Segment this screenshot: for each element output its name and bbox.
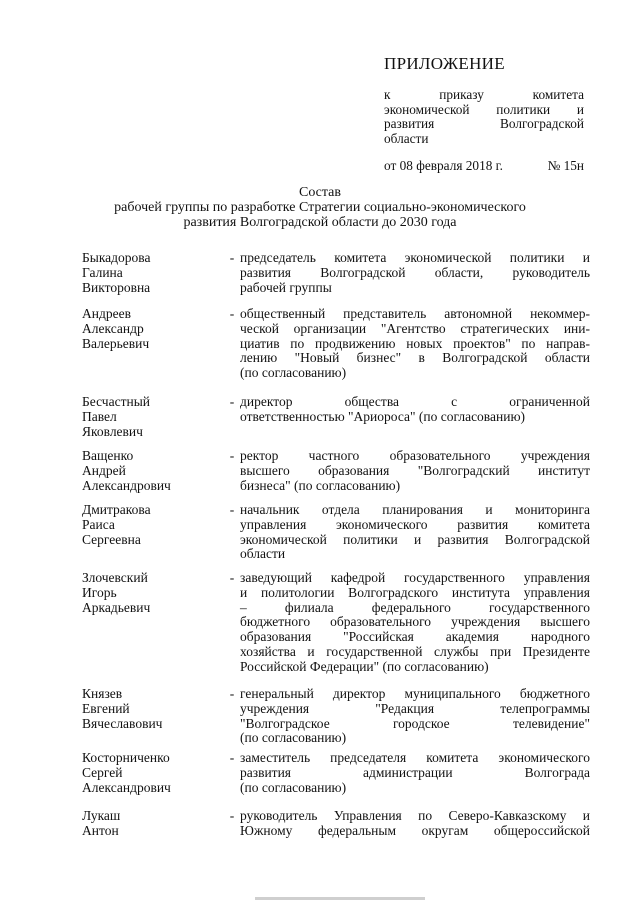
member-position: начальник отдела планирования и мониторинга управления экономического развития комитета экономической политики и развития Волгоградской области (240, 502, 590, 562)
member-name: Косторниченко Сергей Александрович (82, 750, 171, 795)
member-name: Лукаш Антон (82, 808, 121, 838)
member-dash: - (229, 750, 235, 765)
member-name: Быкадорова Галина Викторовна (82, 250, 151, 295)
appendix-line: к приказу комитета (384, 87, 584, 102)
member-dash: - (229, 394, 235, 409)
order-date: от 08 февраля 2018 г. (384, 158, 503, 173)
member-name: Князев Евгений Вячеславович (82, 686, 163, 731)
member-dash: - (229, 808, 235, 823)
member-dash: - (229, 250, 235, 265)
member-position: ректор частного образовательного учреждения высшего образования "Волгоградский институт бизнеса" (по согласованию) (240, 448, 590, 493)
member-name: Бесчастный Павел Яковлевич (82, 394, 150, 439)
appendix-order-reference (384, 88, 584, 146)
member-dash: - (229, 448, 235, 463)
member-position: руководитель Управления по Северо-Кавказскому и Южному федеральным округам общероссийской (240, 808, 590, 838)
member-name: Дмитракова Раиса Сергеевна (82, 502, 151, 547)
scan-artifact (255, 897, 425, 900)
member-dash: - (229, 686, 235, 701)
member-position: директор общества с ограниченной ответственностью "Ариороса" (по согласованию) (240, 394, 590, 424)
document-title (70, 185, 570, 231)
member-position: генеральный директор муниципального бюджетного учреждения "Редакция телепрограммы "Волгоградское городское телевидение" (по согласованию) (240, 686, 590, 746)
member-dash: - (229, 306, 235, 321)
member-position: председатель комитета экономической политики и развития Волгоградской области, руководитель рабочей группы (240, 250, 590, 295)
member-position: общественный представитель автономной некоммер- ческой организации "Агентство стратегических ини- циатив по продвижению новых проектов" по направ- лению "Новый бизнес" в Волгоградской области (по согласованию) (240, 306, 590, 381)
appendix-date-line (384, 158, 584, 174)
member-name: Ващенко Андрей Александрович (82, 448, 171, 493)
member-dash: - (229, 502, 235, 517)
member-name: Злочевский Игорь Аркадьевич (82, 570, 151, 615)
member-name: Андреев Александр Валерьевич (82, 306, 150, 351)
appendix-header (384, 54, 584, 174)
order-number: № 15н (547, 158, 584, 173)
title-line: развития Волгоградской области до 2030 года (183, 215, 457, 231)
title-line: Состав (298, 185, 341, 200)
appendix-line: развития Волгоградской (384, 116, 584, 131)
appendix-line: экономической политики и (384, 101, 584, 117)
appendix-heading: ПРИЛОЖЕНИЕ (384, 54, 505, 73)
member-position: заведующий кафедрой государственного управления и политологии Волгоградского института управления – филиала федерального государственного бюджетного образовательного учреждения высшего образования "Российская академия народного хозяйства и государственной службы при Президенте Российской Федерации" (по согласованию) (240, 570, 590, 674)
appendix-line: области (384, 130, 429, 146)
member-position: заместитель председателя комитета экономического развития администрации Волгограда (по согласованию) (240, 750, 590, 795)
title-line: рабочей группы по разработке Стратегии социально-экономического (114, 200, 526, 216)
member-dash: - (229, 570, 235, 585)
